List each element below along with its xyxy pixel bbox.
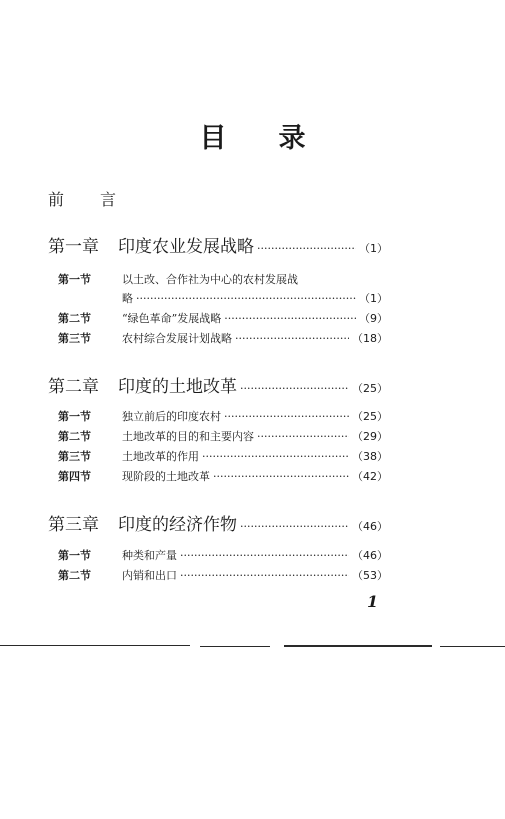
title-char: 录 (278, 123, 306, 154)
chapter-number: 第二章 (48, 377, 99, 397)
leader-dots (202, 450, 349, 463)
toc-section[interactable] (58, 310, 388, 328)
chapter-title: 印度的土地改革 (118, 377, 237, 397)
scan-edge-line (200, 646, 270, 647)
chapter-page: （25） (352, 382, 388, 395)
leader-dots (180, 549, 349, 562)
section-title: 独立前后的印度农村 (122, 410, 221, 423)
chapter-title: 印度的经济作物 (118, 515, 237, 535)
preface-char: 前 (48, 190, 65, 209)
toc-chapter-3[interactable] (48, 510, 388, 535)
chapter-title: 印度农业发展战略 (118, 237, 254, 257)
section-number: 第二节 (58, 569, 91, 582)
toc-section[interactable] (58, 567, 388, 585)
chapter-number: 第一章 (48, 237, 99, 257)
section-number: 第三节 (58, 332, 91, 345)
leader-dots (257, 242, 356, 255)
toc-section[interactable] (58, 468, 388, 486)
section-page: （1） (359, 292, 388, 305)
scan-edge-line (440, 646, 505, 647)
toc-chapter-1[interactable] (48, 232, 388, 257)
section-page: （42） (352, 470, 388, 483)
section-number: 第四节 (58, 470, 91, 483)
section-page: （9） (359, 312, 388, 325)
chapter-page: （1） (359, 242, 388, 255)
toc-chapter-2[interactable] (48, 372, 388, 397)
section-title: 以土改、合作社为中心的农村发展战 (122, 273, 298, 286)
toc-section[interactable] (58, 271, 388, 289)
toc-section[interactable] (58, 428, 388, 446)
section-title: 内销和出口 (122, 569, 177, 582)
toc-section-continuation[interactable] (122, 290, 388, 308)
toc-section[interactable] (58, 547, 388, 565)
leader-dots (180, 569, 349, 582)
section-title: “绿色革命”发展战略 (122, 312, 222, 325)
page-number: 1 (367, 592, 379, 611)
leader-dots (224, 312, 356, 325)
chapter-page: （46） (352, 520, 388, 533)
toc-section[interactable] (58, 408, 388, 426)
leader-dots (257, 430, 349, 443)
section-title: 土地改革的作用 (122, 450, 199, 463)
toc-section[interactable] (58, 448, 388, 466)
leader-dots (136, 292, 356, 305)
leader-dots (235, 332, 349, 345)
section-title: 农村综合发展计划战略 (122, 332, 232, 345)
section-number: 第二节 (58, 430, 91, 443)
section-page: （18） (352, 332, 388, 345)
section-page: （38） (352, 450, 388, 463)
title-char: 目 (199, 123, 227, 154)
toc-section[interactable] (58, 330, 388, 348)
section-page: （29） (352, 430, 388, 443)
page-title (0, 116, 505, 155)
section-number: 第二节 (58, 312, 91, 325)
section-number: 第三节 (58, 450, 91, 463)
leader-dots (240, 520, 349, 533)
section-title: 现阶段的土地改革 (122, 470, 210, 483)
chapter-number: 第三章 (48, 515, 99, 535)
section-title-continued: 略 (122, 292, 133, 305)
section-page: （53） (352, 569, 388, 582)
section-page: （25） (352, 410, 388, 423)
scan-edge-line (0, 645, 190, 646)
preface-char: 言 (100, 190, 117, 209)
section-number: 第一节 (58, 549, 91, 562)
section-title: 种类和产量 (122, 549, 177, 562)
leader-dots (213, 470, 349, 483)
section-number: 第一节 (58, 410, 91, 423)
scan-edge-line (284, 645, 432, 647)
section-title: 土地改革的目的和主要内容 (122, 430, 254, 443)
section-page: （46） (352, 549, 388, 562)
section-number: 第一节 (58, 273, 91, 286)
toc-preface[interactable] (48, 187, 116, 210)
leader-dots (224, 410, 349, 423)
leader-dots (240, 382, 349, 395)
